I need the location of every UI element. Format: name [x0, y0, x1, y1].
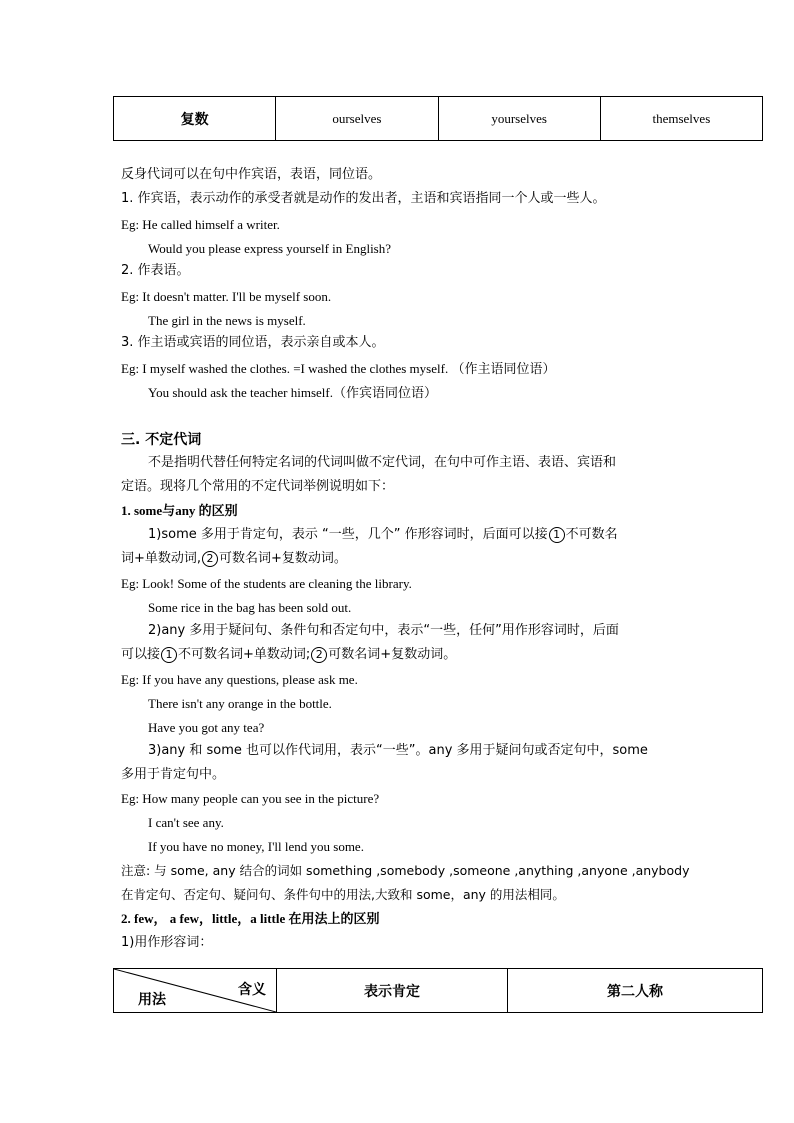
table-row — [114, 97, 763, 141]
text-line: The girl in the news is myself. — [148, 313, 306, 328]
text-line: Eg: Look! Some of the students are cleaning the library. — [121, 576, 412, 591]
circled-number: 1 — [161, 647, 177, 663]
table-cell: themselves — [600, 97, 762, 141]
text-line: Would you please express yourself in English? — [148, 241, 392, 256]
table-row — [114, 969, 763, 1013]
text-line: 1)some 多用于肯定句，表示 “一些，几个” 作形容词时，后面可以接 1 不可数名 — [148, 527, 618, 542]
text-line: 1. 作宾语，表示动作的承受者就是动作的发出者，主语和宾语指同一个人或一些人。 — [121, 191, 606, 206]
few-little-table — [113, 968, 763, 1013]
table-cell: 表示肯定 — [277, 969, 508, 1013]
text-line: Eg: He called himself a writer. — [121, 217, 280, 232]
text-line: I can't see any. — [148, 815, 224, 830]
section-title: 三. 不定代词 — [121, 432, 202, 448]
text-line: 词+单数动词, 2 可数名词+复数动词。 — [121, 551, 347, 566]
header-usage: 用法 — [138, 992, 166, 1008]
table-cell-plural: 复数 — [114, 97, 276, 141]
text-line: There isn't any orange in the bottle. — [148, 696, 332, 711]
text-line: Eg: If you have any questions, please ask me. — [121, 672, 358, 687]
text-line: 反身代词可以在句中作宾语，表语，同位语。 — [121, 167, 382, 182]
subsection-title: 1. some与any 的区别 — [121, 503, 238, 519]
text-line: Some rice in the bag has been sold out. — [148, 600, 352, 615]
header-meaning: 含义 — [238, 982, 266, 998]
text-line: 3. 作主语或宾语的同位语，表示亲自或本人。 — [121, 335, 385, 350]
text-line: 1)用作形容词： — [121, 935, 213, 950]
text-line: 2. 作表语。 — [121, 263, 190, 278]
circled-number: 2 — [311, 647, 327, 663]
text-line: 多用于肯定句中。 — [121, 767, 226, 782]
text-line: You should ask the teacher himself.（作宾语同位语） — [148, 385, 437, 400]
table-cell: yourselves — [438, 97, 600, 141]
text-line: 可以接 1 不可数名词+单数动词; 2 可数名词+复数动词。 — [121, 647, 457, 662]
text-line: 注意: 与 some, any 结合的词如 something ,somebody ,someone ,anything ,anyone ,anybody — [121, 863, 690, 878]
text-line: Eg: I myself washed the clothes. =I washed the clothes myself. （作主语同位语） — [121, 361, 556, 376]
text-line: 3)any 和 some 也可以作代词用，表示“一些”。any 多用于疑问句或否定句中，some — [148, 743, 648, 758]
text-line: Eg: It doesn't matter. I'll be myself soon. — [121, 289, 332, 304]
text-line: 不是指明代替任何特定名词的代词叫做不定代词，在句中可作主语、表语、宾语和 — [148, 455, 617, 470]
circled-number: 2 — [202, 551, 218, 567]
text-line: If you have no money, I'll lend you some. — [148, 839, 364, 854]
circled-number: 1 — [549, 527, 565, 543]
text-line: 定语。现将几个常用的不定代词举例说明如下： — [121, 479, 395, 494]
table-cell: ourselves — [276, 97, 438, 141]
diagonal-header-cell — [114, 969, 277, 1013]
text-line: Have you got any tea? — [148, 720, 265, 735]
text-line: 2)any 多用于疑问句、条件句和否定句中，表示“一些，任何”用作形容词时，后面 — [148, 623, 619, 638]
subsection-title: 2. few， a few，little，a little 在用法上的区别 — [121, 911, 380, 926]
text-line: 在肯定句、否定句、疑问句、条件句中的用法,大致和 some，any 的用法相同。 — [121, 887, 565, 902]
text-line: Eg: How many people can you see in the picture? — [121, 791, 380, 806]
reflexive-pronoun-table — [113, 96, 763, 141]
table-cell: 第二人称 — [508, 969, 763, 1013]
